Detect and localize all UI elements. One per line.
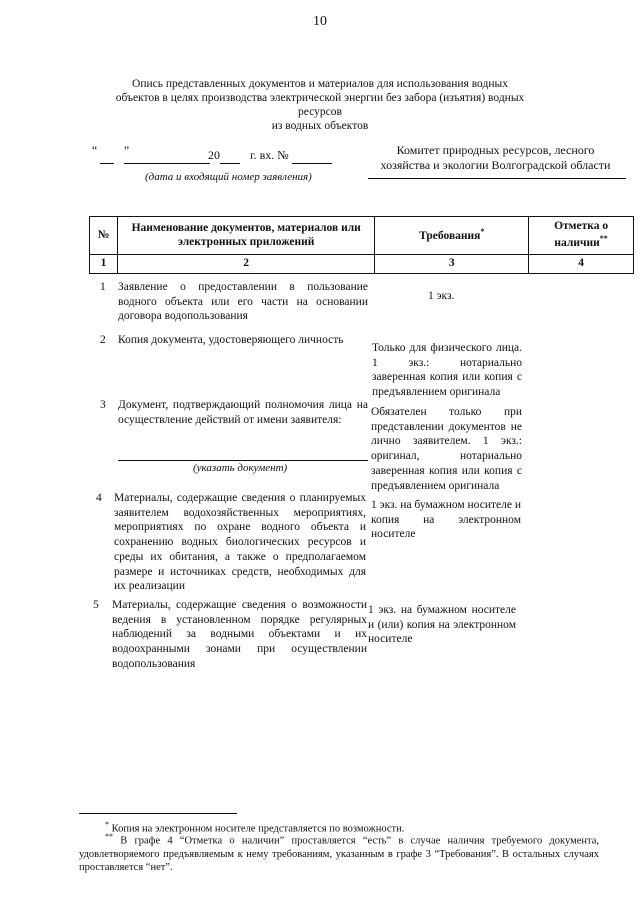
title-line: из водных объектов <box>271 120 369 133</box>
number-underline <box>292 163 332 164</box>
document-caption: (указать документ) <box>193 462 288 474</box>
column-header-name: Наименование документов, материалов или электронных приложений <box>117 217 374 255</box>
date-number-caption: (дата и входящий номер заявления) <box>145 171 312 183</box>
row-number: 3 <box>100 399 106 411</box>
column-number: 1 <box>90 255 118 274</box>
row-requirements: Обязателен только при представлении документов не лично заявителем. 1 экз.: оригинал, нотариально заверенная копия или копия с предъявлением оригинала <box>371 406 522 492</box>
row-document-name: Материалы, содержащие сведения о возможности ведения в установленном порядке регулярных наблюдений за водными объектами и их водоохранными зонами при осуществлении водопользования <box>112 599 367 670</box>
committee-line: Комитет природных ресурсов, лесного <box>396 143 595 157</box>
year-prefix: 20 <box>208 148 220 162</box>
page-number: 10 <box>313 14 327 29</box>
column-header-availability: Отметка о наличии** <box>529 217 634 255</box>
committee-underline <box>368 178 626 179</box>
row-requirements: 1 экз. на бумажном носителе и копия на электронном носителе <box>371 499 521 541</box>
column-number: 4 <box>529 255 634 274</box>
title-line: объектов в целях производства электрической энергии без забора (изъятия) водных ресурсов <box>115 92 525 119</box>
document-title <box>110 77 530 133</box>
row-document-name: Материалы, содержащие сведения о планируемых заявителем водохозяйственных мероприятиях, мероприятиях по охране водного объекта и сохранению водных биологических ресурсов и среды их обитания, а также о предполагаемом размере и источниках средств, необходимых для их реализации <box>114 492 366 593</box>
header-row <box>90 217 634 255</box>
column-header-requirements: Требования* <box>375 217 529 255</box>
row-document-name: Документ, подтверждающий полномочия лица на осуществление действий от имени заявителя: <box>118 399 368 426</box>
quote-close: ” <box>124 145 130 157</box>
row-requirements: Только для физического лица. 1 экз.: нотариально заверенная копия или копия с предъявлением оригинала <box>372 342 522 399</box>
row-number: 4 <box>96 492 102 504</box>
row-requirements: 1 экз. на бумажном носителе и (или) копия на электронном носителе <box>368 604 516 646</box>
row-document-name: Заявление о предоставлении в пользование водного объекта или его части на основании договора водопользования <box>118 281 368 323</box>
quote-open: “ <box>92 145 98 157</box>
incoming-label: г. вх. № <box>250 148 289 162</box>
footnote-2: ** В графе 4 “Отметка о наличии” проставляется “есть” в случае наличия требуемого документа, удовлетворяемого предъявляемым к нему требованиям, указанным в графе 3 “Требования”. В остальных случаях проставляется “нет”. <box>79 832 599 874</box>
column-number: 3 <box>375 255 529 274</box>
row-document-name: Копия документа, удостоверяющего личность <box>118 334 344 346</box>
day-underline <box>100 163 114 164</box>
footnote-1: * Копия на электронном носителе представляется по возможности. <box>105 820 405 835</box>
committee-name <box>368 143 623 173</box>
documents-table-header <box>89 216 634 274</box>
column-header-number: № <box>90 217 118 255</box>
row-number: 5 <box>93 599 99 611</box>
committee-line: хозяйства и экологии Волгоградской области <box>380 158 611 172</box>
row-requirements: 1 экз. <box>428 290 455 302</box>
title-line: Опись представленных документов и материалов для использования водных <box>132 78 508 90</box>
row-number: 1 <box>100 281 106 293</box>
document-signature-line <box>118 460 368 461</box>
row-number: 2 <box>100 334 106 346</box>
year-underline <box>220 163 240 164</box>
column-number: 2 <box>117 255 374 274</box>
column-numbers-row <box>90 255 634 274</box>
footnote-separator <box>79 813 237 814</box>
month-underline <box>124 163 210 164</box>
date-number-field <box>92 144 332 164</box>
